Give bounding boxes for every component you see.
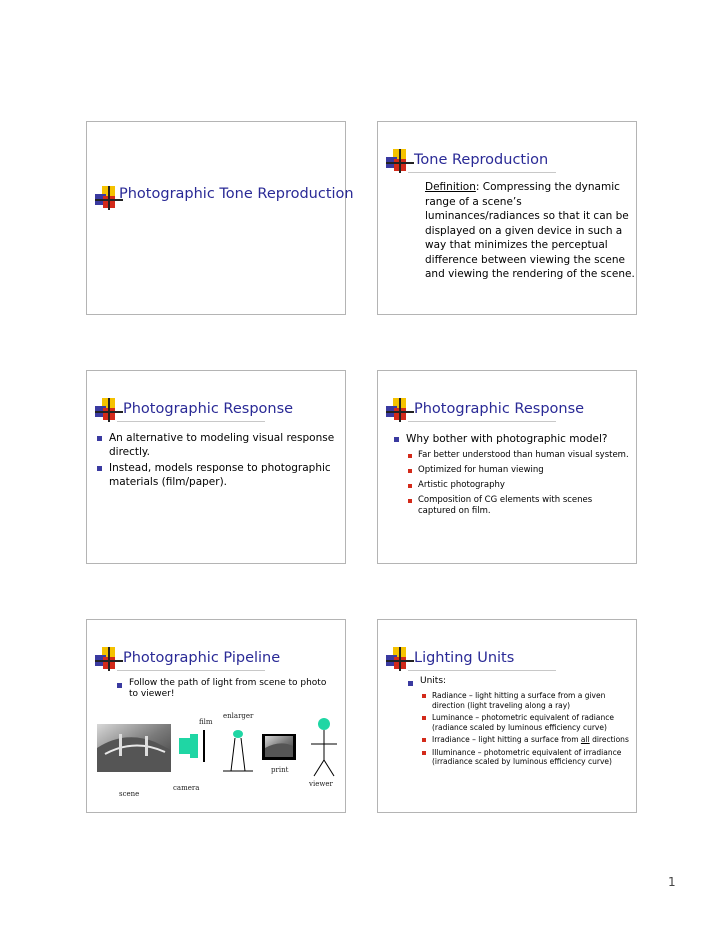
slide-2 [377, 121, 637, 315]
scene-photo [97, 724, 171, 772]
definition-body: : Compressing the dynamic range of a scene’s luminances/radiances so that it can be displayed on a given device in such a way that minimizes the perceptual difference between viewing the scene and viewing the rendering of the scene. [425, 181, 635, 280]
sub-bullet-item: Artistic photography [406, 480, 630, 491]
title-rule [408, 421, 556, 422]
print-photo [262, 734, 296, 760]
bullet-item: Instead, models response to photographic materials (film/paper). [97, 461, 337, 489]
slide-title: Tone Reproduction [414, 152, 549, 168]
sub-bullet-item: Radiance – light hitting a surface from a given direction (light traveling along a ray) [420, 691, 633, 710]
slide-1 [86, 121, 354, 315]
definition-label: Definition [425, 181, 476, 193]
slide-title: Photographic Response [123, 401, 294, 417]
slide-title: Photographic Tone Reproduction [119, 186, 354, 202]
slide-3 [86, 370, 346, 564]
viewer-icon [311, 718, 337, 776]
photographic-pipeline-diagram [95, 710, 345, 810]
film-label: film [199, 718, 213, 726]
slide-body [97, 431, 337, 491]
slide-body [408, 676, 633, 770]
slide-title: Photographic Pipeline [123, 650, 281, 666]
slide-body [117, 678, 327, 702]
camera-icon [179, 734, 198, 758]
sub-bullet-item: Illuminance – photometric equivalent of irradiance (irradiance scaled by luminous efficiency curve) [420, 748, 633, 767]
slide-decoration-icon [95, 398, 123, 422]
scene-label: scene [119, 790, 140, 798]
page-number: 1 [668, 875, 676, 889]
slide-5 [86, 619, 346, 813]
definition-text [425, 180, 635, 282]
title-rule [408, 172, 556, 173]
slide-6 [377, 619, 637, 813]
title-rule [117, 670, 265, 671]
sub-bullet-item: Composition of CG elements with scenes captured on film. [406, 495, 630, 517]
enlarger-icon [223, 730, 253, 771]
slide-4 [377, 370, 637, 564]
slide-body [394, 432, 630, 521]
bullet-item: Why bother with photographic model? Far better understood than human visual system. Optimized for human viewing Artistic photography Composition of CG elements with scenes captured on film. [394, 432, 630, 517]
enlarger-label: enlarger [223, 712, 254, 720]
slide-decoration-icon [386, 647, 414, 671]
sub-bullet-item: Optimized for human viewing [406, 465, 630, 476]
sub-bullet-item: Far better understood than human visual system. [406, 450, 630, 461]
bullet-item: Follow the path of light from scene to photo to viewer! [117, 678, 327, 700]
slide-decoration-icon [386, 149, 414, 173]
sub-bullet-item: Luminance – photometric equivalent of radiance (radiance scaled by luminous efficiency curve) [420, 713, 633, 732]
bullet-item: Units: Radiance – light hitting a surface from a given direction (light traveling along a ray) Luminance – photometric equivalent of radiance (radiance scaled by luminous efficiency curve) Irradiance – light hitting a surface from all directions Illuminance – photometric equivalent of irradiance (irradiance scaled by luminous efficiency curve) [408, 676, 633, 767]
title-rule [408, 670, 556, 671]
viewer-label: viewer [309, 780, 333, 788]
bullet-item: An alternative to modeling visual response directly. [97, 431, 337, 459]
slide-decoration-icon [95, 647, 123, 671]
print-label: print [271, 766, 289, 774]
slide-title: Photographic Response [414, 401, 585, 417]
camera-label: camera [173, 784, 200, 792]
slide-title: Lighting Units [414, 650, 515, 666]
slide-decoration-icon [386, 398, 414, 422]
title-rule [117, 421, 265, 422]
sub-bullet-item: Irradiance – light hitting a surface from all directions [420, 735, 633, 745]
